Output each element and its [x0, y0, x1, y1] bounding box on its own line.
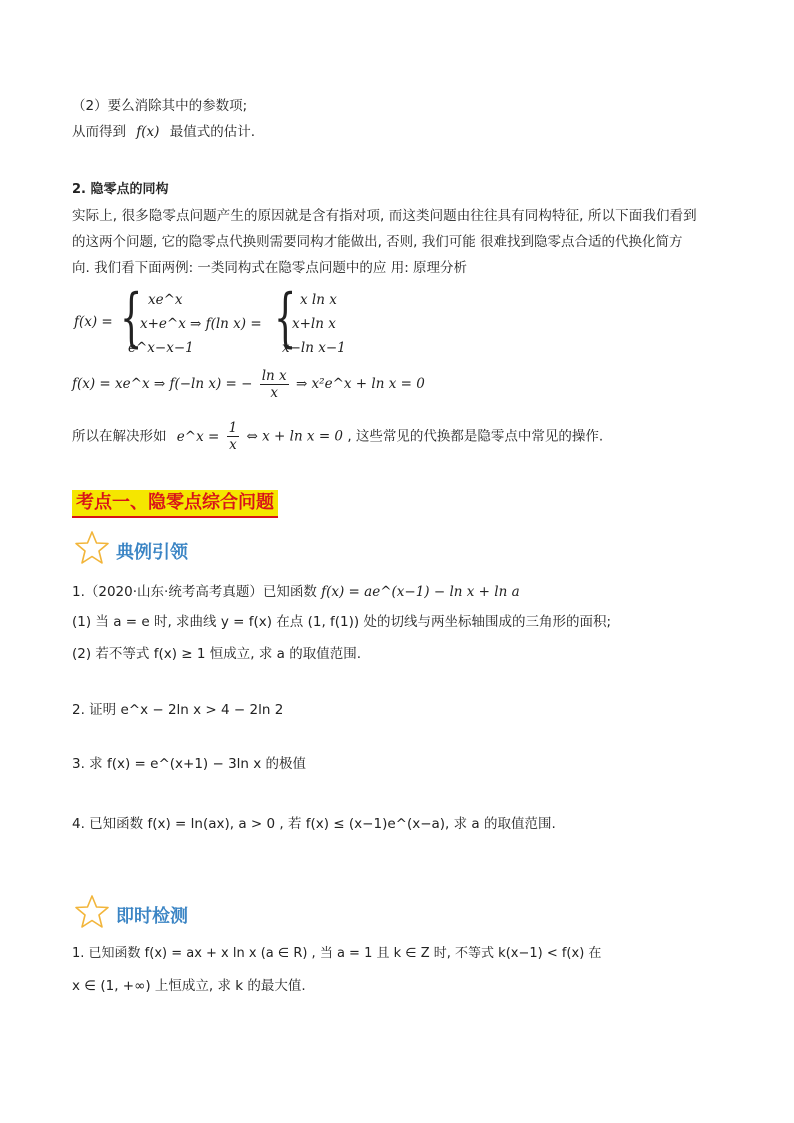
- section2-para-3: 向. 我们看下面两例: 一类同构式在隐零点问题中的应 用: 原理分析: [72, 260, 468, 276]
- jishi-q1-line2: x ∈ (1, +∞) 上恒成立, 求 k 的最大值.: [72, 978, 306, 994]
- f-case-3: e^x−x−1: [128, 340, 194, 356]
- section2-para-2: 的这两个问题, 它的隐零点代换则需要同构才能做出, 否则, 我们可能 很难找到隐零点合适的代换化简方: [72, 234, 683, 250]
- section2-last-line: 所以在解决形如 e^x = $\frac{1}{x}$ ⇔ x + ln x = 0 , 这些常见的代换都是隐零点中常见的操作.: [72, 420, 604, 453]
- kaodian-heading: 考点一、隐零点综合问题: [72, 490, 278, 518]
- section2-heading: 2. 隐零点的同构: [72, 182, 169, 197]
- intro-item-2: （2）要么消除其中的参数项;: [72, 98, 248, 114]
- dianli-q2: 2. 证明 e^x − 2ln x > 4 − 2ln 2: [72, 702, 284, 718]
- star-icon: [74, 894, 110, 930]
- brace-left: {: [120, 281, 143, 355]
- arrow-flnx: ⇒ f(ln x) =: [190, 316, 262, 332]
- g-case-1: x ln x: [300, 292, 337, 308]
- section2-para-1: 实际上, 很多隐零点问题产生的原因就是含有指对项, 而这类问题由往往具有同构特征, 所以下面我们看到: [72, 208, 697, 224]
- f-case-1: xe^x: [148, 292, 183, 308]
- last-line-fraction: $\frac{1}{x}$: [228, 420, 238, 453]
- star-icon: [74, 530, 110, 566]
- dianli-q1-part2: (2) 若不等式 f(x) ≥ 1 恒成立, 求 a 的取值范围.: [72, 646, 361, 662]
- dianli-q4: 4. 已知函数 f(x) = ln(ax), a > 0 , 若 f(x) ≤ (x−1)e^(x−a), 求 a 的取值范围.: [72, 816, 556, 832]
- jishi-q1-line1: 1. 已知函数 f(x) = ax + x ln x (a ∈ R) , 当 a = 1 且 k ∈ Z 时, 不等式 k(x−1) < f(x) 在: [72, 946, 602, 961]
- g-case-3: x−ln x−1: [282, 340, 346, 356]
- brace-right: {: [274, 281, 297, 355]
- g-case-2: x+ln x: [292, 316, 336, 332]
- intro-conclusion: 从而得到 f(x) 最值式的估计.: [72, 124, 256, 140]
- jishi-title: 即时检测: [116, 906, 188, 927]
- dianli-q1: 1.（2020·山东·统考高考真题）已知函数 f(x) = ae^(x−1) − ln x + ln a: [72, 584, 520, 600]
- f-case-2: x+e^x: [140, 316, 186, 332]
- f-lhs: f(x) =: [74, 314, 113, 330]
- equation-2: f(x) = xe^x ⇒ f(−ln x) = − $\frac{\text{ln x}}{x}$ ⇒ x²e^x + ln x = 0: [72, 368, 425, 401]
- dianli-q1-part1: (1) 当 a = e 时, 求曲线 y = f(x) 在点 (1, f(1)) 处的切线与两坐标轴围成的三角形的面积;: [72, 614, 612, 630]
- dianli-title: 典例引领: [116, 542, 188, 563]
- equation-2-fraction: $\frac{\text{ln x}}{x}$: [261, 368, 287, 401]
- dianli-q3: 3. 求 f(x) = e^(x+1) − 3ln x 的极值: [72, 756, 307, 772]
